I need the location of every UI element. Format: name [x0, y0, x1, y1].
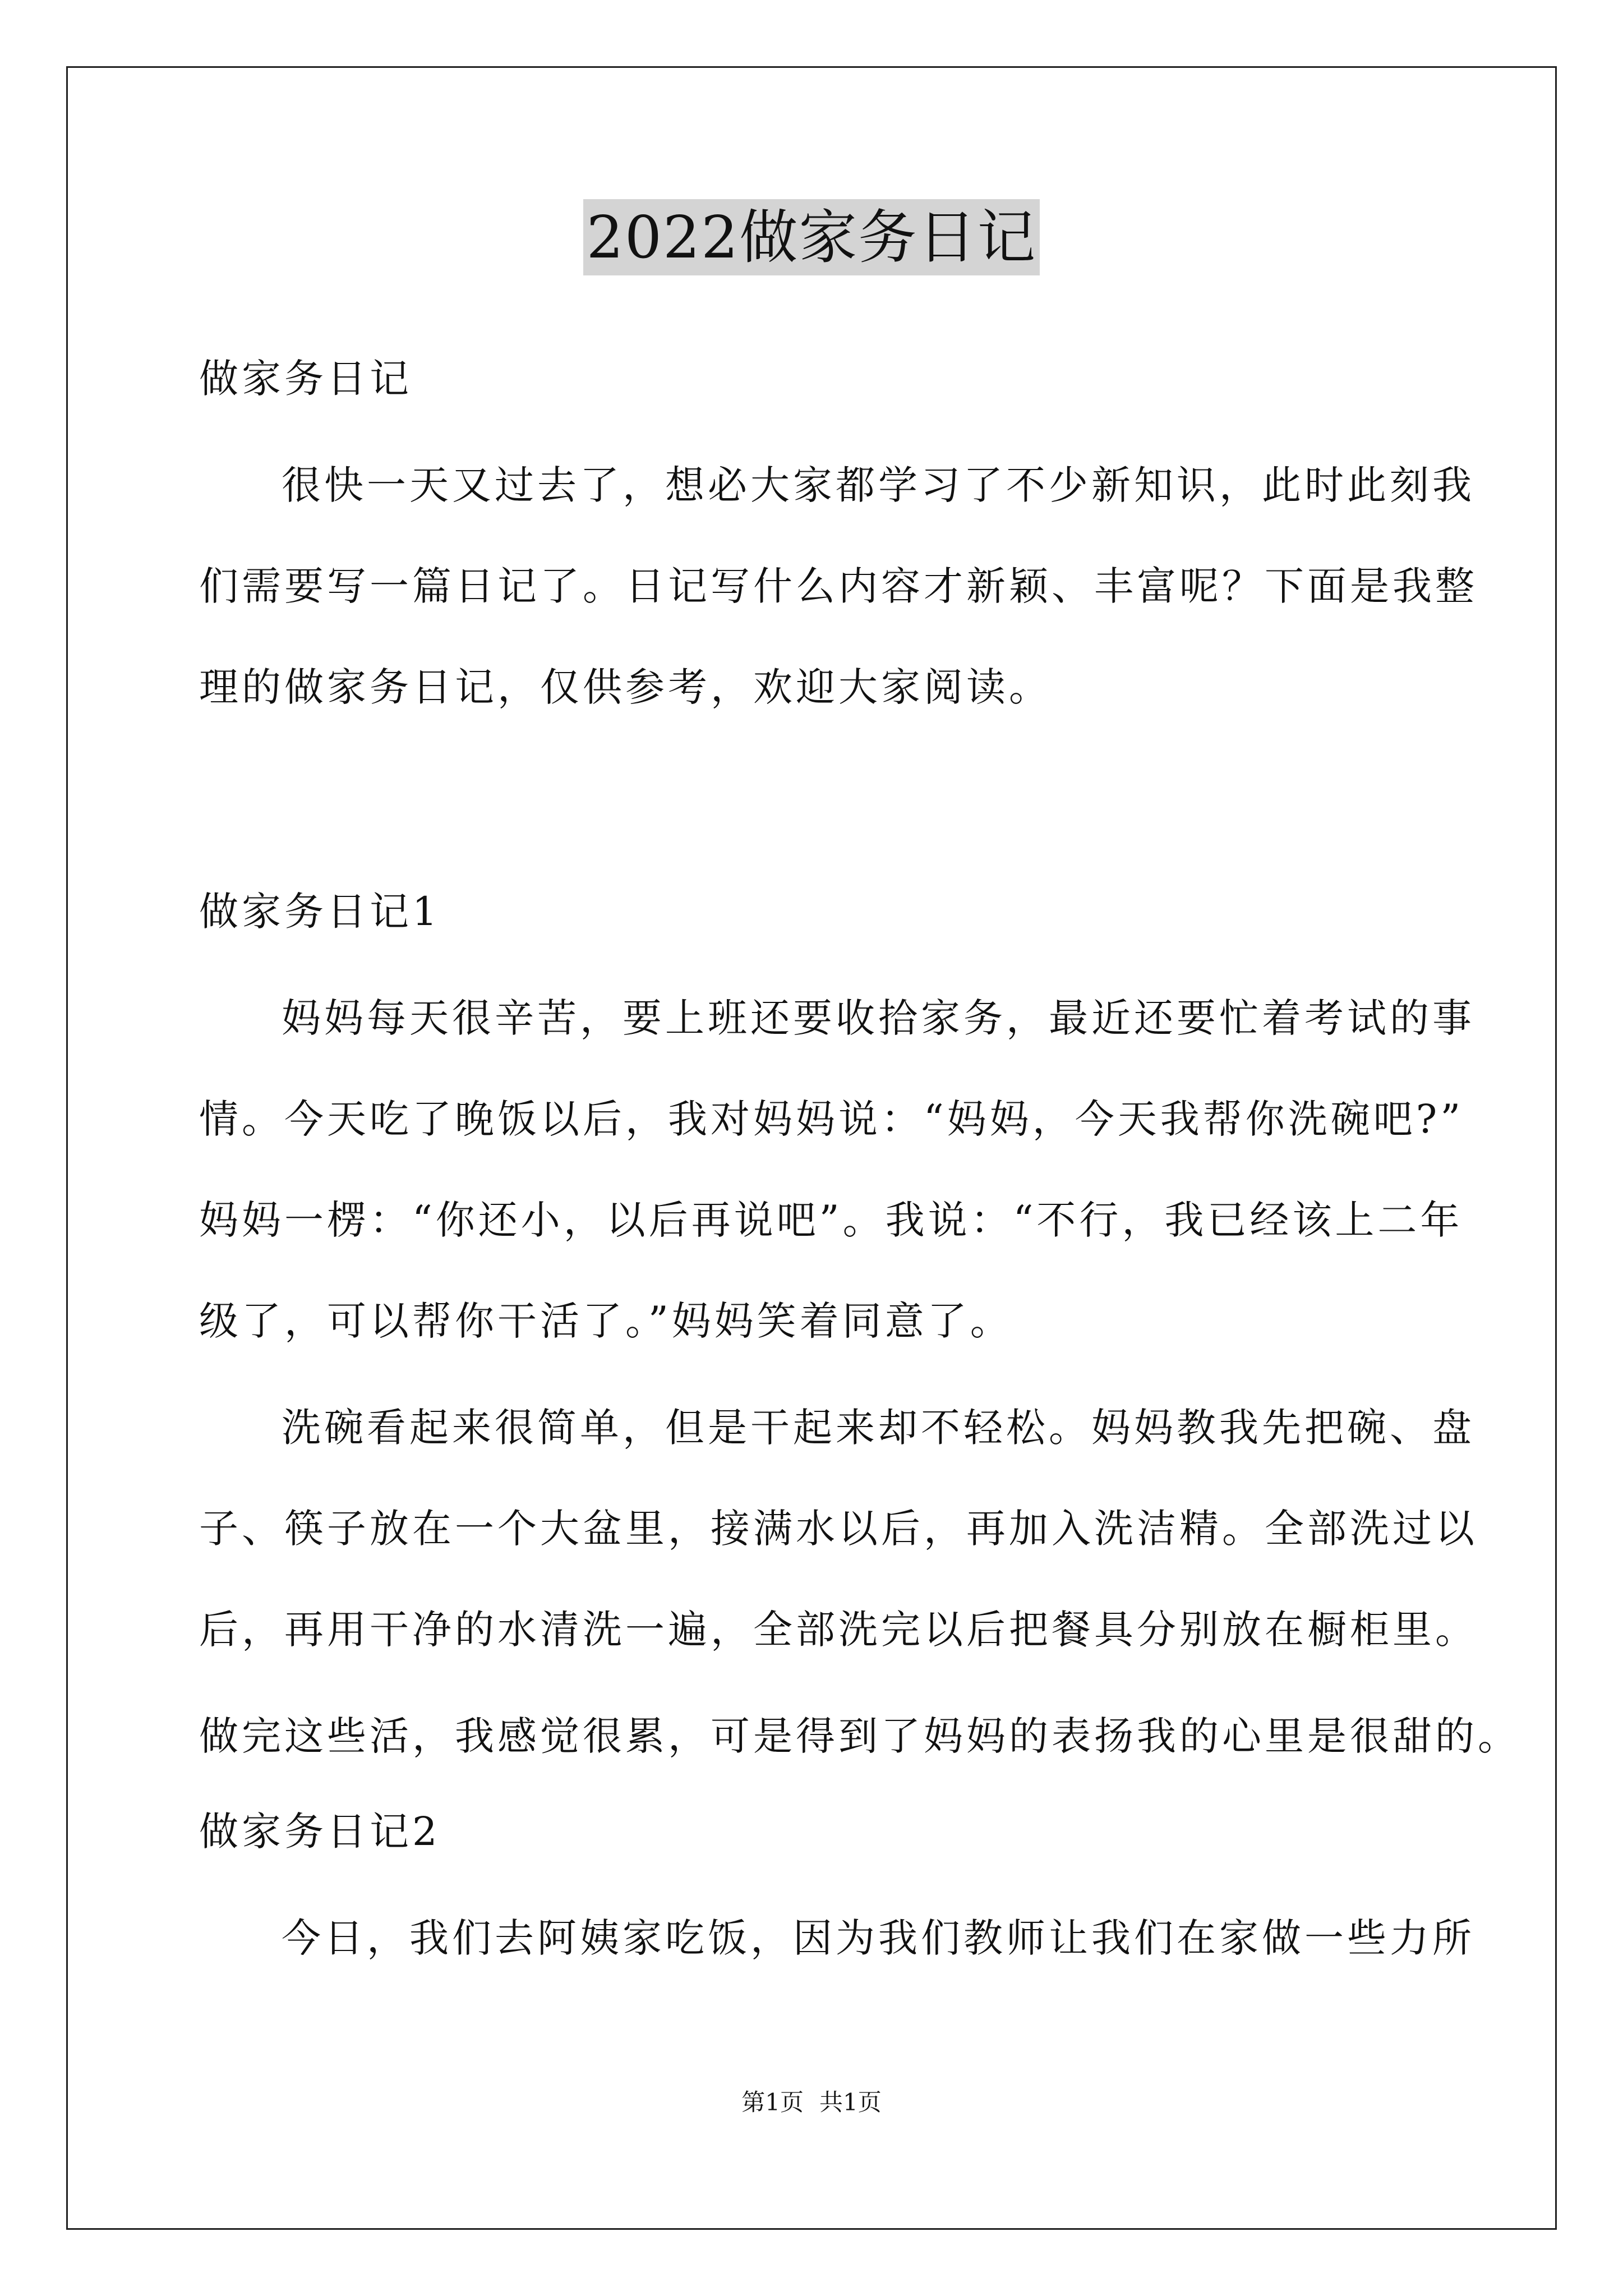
page-total: 共1页: [819, 2088, 882, 2116]
diary-2-paragraph-line: 今日，我们去阿姨家吃饭，因为我们教师让我们在家做一些力所: [282, 1915, 1475, 1961]
diary-1-paragraph-line: 后，再用干净的水清洗一遍，全部洗完以后把餐具分别放在橱柜里。: [199, 1607, 1478, 1653]
intro-paragraph-line: 很快一天又过去了，想必大家都学习了不少新知识，此时此刻我: [282, 462, 1475, 508]
diary-1-paragraph-line: 子、筷子放在一个大盆里，接满水以后，再加入洗洁精。全部洗过以: [199, 1506, 1478, 1552]
diary-1-paragraph-line: 级了，可以帮你干活了。”妈妈笑着同意了。: [199, 1298, 1013, 1344]
title-container: [0, 199, 1623, 275]
page-number: 第1页: [741, 2088, 804, 2116]
document-title: 2022做家务日记: [583, 199, 1040, 275]
section-heading: 做家务日记: [199, 356, 412, 402]
intro-paragraph-line: 们需要写一篇日记了。日记写什么内容才新颖、丰富呢？下面是我整: [199, 563, 1478, 609]
diary-2-heading: 做家务日记2: [199, 1809, 441, 1855]
page-footer: [0, 2087, 1623, 2118]
diary-1-paragraph-line: 洗碗看起来很简单，但是干起来却不轻松。妈妈教我先把碗、盘: [282, 1405, 1475, 1451]
intro-paragraph-line: 理的做家务日记，仅供参考，欢迎大家阅读。: [199, 664, 1052, 710]
diary-1-paragraph-line: 做完这些活，我感觉很累，可是得到了妈妈的表扬我的心里是很甜的。: [199, 1713, 1520, 1759]
diary-1-paragraph-line: 妈妈一楞：“你还小，以后再说吧”。我说：“不行，我已经该上二年: [199, 1197, 1463, 1243]
diary-1-paragraph-line: 妈妈每天很辛苦，要上班还要收拾家务，最近还要忙着考试的事: [282, 995, 1475, 1041]
diary-1-heading: 做家务日记1: [199, 889, 441, 935]
diary-1-paragraph-line: 情。今天吃了晚饭以后，我对妈妈说：“妈妈，今天我帮你洗碗吧?”: [199, 1096, 1464, 1142]
